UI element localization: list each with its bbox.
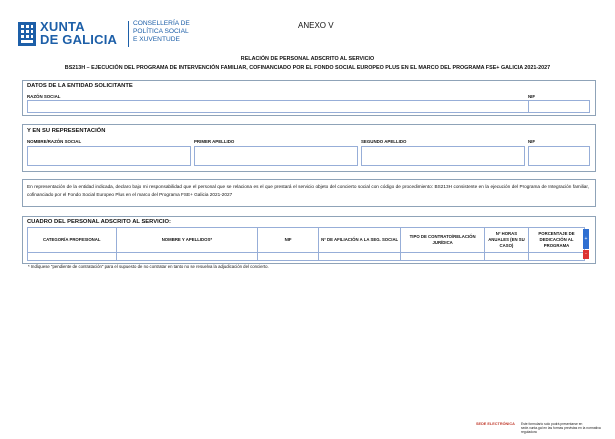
footnote: * Indíquese "pendiente de contratación" para el supuesto de no contratar en tanto no se resuelva la adjudicación del concierto. <box>28 264 269 269</box>
rep-surname2-label: SEGUNDO APELLIDO <box>361 139 407 144</box>
annex-label: ANEXO V <box>298 21 334 30</box>
sede-electronica-logo: SEDE ELECTRÓNICA <box>476 422 515 426</box>
logo-brand-line1: XUNTA <box>40 19 85 34</box>
staff-table <box>27 227 585 261</box>
add-row-button[interactable]: + <box>583 229 589 249</box>
col-contract-type: TIPO DE CONTRATO/RELACIÓN JURÍDICA <box>401 228 485 253</box>
cell-category[interactable] <box>28 253 117 261</box>
entity-nif-field[interactable] <box>528 100 590 113</box>
document-title: RELACIÓN DE PERSONAL ADSCRITO AL SERVICIO <box>240 56 375 62</box>
cell-name[interactable] <box>116 253 258 261</box>
col-name: NOMBRE Y APELLIDOS* <box>116 228 258 253</box>
rep-surname2-field[interactable] <box>361 146 525 166</box>
footer-note: Este formulario solo podrá presentarse en sede.xunta.gal en las formas previstas en la normativa reguladora <box>521 422 601 435</box>
cell-dedication[interactable] <box>529 253 585 261</box>
col-category: CATEGORÍA PROFESIONAL <box>28 228 117 253</box>
rep-nif-field[interactable] <box>528 146 590 166</box>
representative-heading: Y EN SU REPRESENTACIÓN <box>27 128 106 134</box>
col-dedication: PORCENTAJE DE DEDICACIÓN AL PROGRAMA <box>529 228 585 253</box>
col-nif: NIF <box>258 228 319 253</box>
rep-nif-label: NIF <box>528 139 536 144</box>
xunta-emblem-icon <box>18 22 36 46</box>
entity-nif-label: NIF <box>528 94 536 99</box>
cell-contract-type[interactable] <box>401 253 485 261</box>
remove-row-button[interactable]: - <box>583 250 589 259</box>
entity-name-label: RAZÓN SOCIAL <box>27 94 61 99</box>
logo-divider <box>128 21 129 47</box>
xunta-logo <box>18 19 190 52</box>
representative-section <box>22 124 596 172</box>
cell-ss-number[interactable] <box>318 253 400 261</box>
col-annual-hours: Nº HORAS ANUALES (EN SU CASO) <box>484 228 528 253</box>
logo-dept-line3: E XUVENTUDE <box>133 36 180 44</box>
rep-surname1-label: PRIMER APELLIDO <box>194 139 235 144</box>
staff-table-header <box>28 228 585 253</box>
logo-dept-line1: CONSELLERÍA DE <box>133 20 190 27</box>
rep-name-field[interactable] <box>27 146 191 166</box>
entity-name-field[interactable] <box>27 100 547 113</box>
rep-surname1-field[interactable] <box>194 146 358 166</box>
entity-section <box>22 80 596 116</box>
col-ss-number: Nº DE AFILIACIÓN A LA SEG. SOCIAL <box>318 228 400 253</box>
declaration-text: En representación de la entidad indicada, declaro bajo mi responsabilidad que el personal que se relaciona es el que prestará el servicio objeto del concierto social con código de procedimiento: BS213H consistente en la ejecución del Programa de Integración familiar, cofinanciado por el Fondo Social Europeo Plus en el marco del Programa FSE+ Galicia 2021-2027 <box>27 184 589 197</box>
logo-dept-line2: POLÍTICA SOCIAL <box>133 28 189 36</box>
rep-name-label: NOMBRE/RAZÓN SOCIAL <box>27 139 82 144</box>
declaration-section <box>22 179 596 207</box>
cell-nif[interactable] <box>258 253 319 261</box>
logo-department <box>133 20 190 45</box>
procedure-title: BS213H – EJECUCIÓN DEL PROGRAMA DE INTERVENCIÓN FAMILIAR, COFINANCIADO POR EL FONDO SOCIAL EUROPEO PLUS EN EL MARCO DEL PROGRAMA FSE+ GALICIA 2021-2027 <box>64 65 551 71</box>
table-row <box>28 253 585 261</box>
entity-heading: DATOS DE LA ENTIDAD SOLICITANTE <box>27 83 133 89</box>
cell-annual-hours[interactable] <box>484 253 528 261</box>
staff-section <box>22 216 596 264</box>
staff-heading: CUADRO DEL PERSONAL ADSCRITO AL SERVICIO: <box>27 219 171 225</box>
logo-brand-line2: DE GALICIA <box>40 32 118 47</box>
